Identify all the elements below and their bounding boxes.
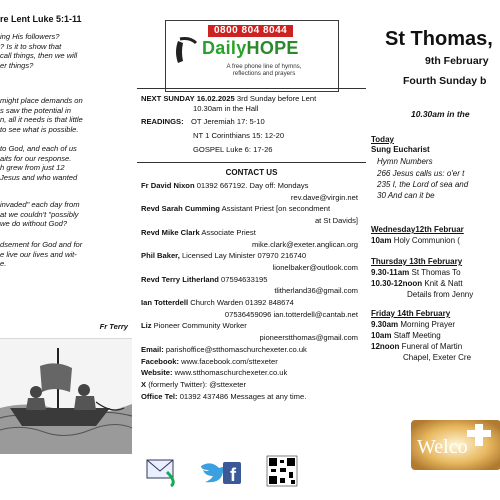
event-text: St Thomas To — [409, 268, 461, 277]
daily-hope-tagline: A free phone line of hymns, reflections and prayers — [226, 63, 302, 78]
reflection-para-4: invaded" each day from at we couldn't "possibly we do without God? — [0, 200, 80, 229]
contact-detail: 07536459096 ian.totterdell@cantab.net — [224, 309, 358, 319]
contact-detail: Assistant Priest [on secondment — [219, 204, 331, 214]
contact-detail: Associate Priest — [199, 227, 256, 237]
event-time: 9.30-11am — [371, 268, 410, 277]
contact-detail: at St Davids] — [314, 216, 358, 226]
event-time: 12noon — [371, 342, 400, 351]
wednesday-event — [371, 236, 460, 246]
contact-line — [141, 275, 268, 285]
reflection-heading: re Lent Luke 5:1-11 — [0, 14, 82, 24]
reflection-para-2: might place demands on s saw the potential in n, all it needs is that little to see what is possible. — [0, 96, 83, 134]
event-time: 10am — [371, 236, 392, 245]
reading-ref: Luke 6: 17-26 — [226, 145, 273, 154]
contact-label: Website: — [141, 368, 173, 378]
date-line: 9th February — [425, 55, 489, 67]
next-sunday-date: NEXT SUNDAY 16.02.2025 — [141, 94, 235, 103]
email-phone-icon — [147, 460, 173, 486]
sung-eucharist: Sung Eucharist — [371, 145, 430, 154]
hymn-item: 235 I, the Lord of sea and — [377, 180, 469, 189]
reading-tag: GOSPEL — [193, 145, 224, 154]
contact-line — [274, 286, 358, 296]
contact-label: Email: — [141, 344, 164, 354]
event-time: 10.30-12noon — [371, 279, 423, 288]
qr-code-icon — [267, 456, 297, 486]
reflection-para-1: ing His followers? ? Is it to show that call things, then we will er things? — [0, 32, 78, 70]
event-text: Morning Prayer — [398, 320, 456, 329]
reflection-para-5: dsement for God and for e live our lives and wit- e. — [0, 240, 83, 269]
contact-label: Facebook: — [141, 356, 179, 366]
reading-ot — [191, 117, 265, 127]
contact-label: Revd Terry Litherland — [141, 274, 219, 284]
contact-detail: 01392 667192. Day off: Mondays — [194, 181, 309, 190]
next-sunday-line — [141, 94, 316, 104]
contact-detail: (formerly Twitter): @sttexeter — [146, 379, 247, 389]
middle-panel — [137, 0, 366, 500]
divider — [137, 162, 366, 163]
twitter-facebook-icon — [201, 462, 241, 485]
friday-event-3-details: Chapel, Exeter Cre — [403, 353, 472, 362]
contact-detail: lionelbaker@outlook.com — [272, 262, 358, 272]
event-text: Staff Meeting — [391, 331, 441, 340]
sunday-line: Fourth Sunday b — [403, 75, 487, 87]
contact-line — [141, 368, 287, 378]
contact-detail: Licensed Lay Minister 07970 216740 — [179, 251, 307, 261]
next-sunday-occasion: 3rd Sunday before Lent — [236, 94, 317, 103]
contact-detail: mike.clark@exeter.anglican.org — [251, 239, 358, 249]
contact-detail: pioneerstthomas@gmail.com — [259, 333, 358, 343]
event-time: 9.30am — [371, 320, 399, 329]
contact-label: Phil Baker, — [141, 251, 180, 261]
daily-hope-phone: 0800 804 8044 — [208, 25, 293, 37]
reading-ref: 1 Corinthians 15: 12-20 — [205, 131, 285, 140]
thursday-event-2-details: Details from Jenny — [407, 290, 474, 299]
next-sunday-time: 10.30am in the Hall — [193, 104, 259, 113]
contact-line — [252, 240, 358, 250]
today-heading: Today — [371, 135, 394, 144]
contact-label: Office Tel: — [141, 391, 178, 401]
contact-label: Ian Totterdell — [141, 298, 189, 307]
brand-hope: HOPE — [246, 38, 299, 58]
contact-label: Revd Mike Clark — [141, 227, 200, 237]
hymn-numbers-label: Hymn Numbers — [377, 157, 433, 166]
reading-ref: Jeremiah 17: 5-10 — [203, 117, 265, 126]
contact-line — [225, 310, 358, 320]
contact-line — [141, 228, 256, 238]
contact-detail: tlitherland36@gmail.com — [274, 286, 358, 296]
contact-label: Revd Sarah Cumming — [141, 204, 220, 214]
contact-detail: Church Warden 01392 848674 — [188, 298, 294, 307]
friday-event-2 — [371, 331, 441, 341]
friday-event-1 — [371, 320, 455, 330]
contact-line — [260, 333, 358, 343]
friday-heading: Friday 14th February — [371, 309, 451, 318]
brand-daily: Daily — [202, 38, 247, 58]
contact-detail: 07594633195 — [218, 274, 268, 284]
church-title: St Thomas, — [385, 28, 493, 50]
contact-line — [315, 216, 358, 226]
contact-line — [141, 357, 278, 367]
contact-line — [141, 181, 308, 191]
contact-line — [141, 251, 306, 261]
contact-line — [141, 345, 307, 355]
contact-line — [141, 392, 306, 402]
contact-detail: www.facebook.com/sttexeter — [178, 356, 278, 366]
divider — [137, 88, 366, 89]
reading-nt — [193, 131, 284, 141]
daily-hope-logo — [165, 20, 339, 92]
reading-gospel — [193, 145, 273, 155]
left-panel — [0, 0, 136, 500]
hymn-item: 30 And can it be — [377, 191, 435, 200]
reading-tag: OT — [191, 117, 202, 126]
contact-line — [141, 380, 246, 390]
svg-text:f: f — [230, 465, 236, 485]
hymn-item: 266 Jesus calls us: o'er t — [377, 169, 465, 178]
right-panel — [367, 0, 500, 500]
event-text: Funeral of Martin — [399, 342, 463, 351]
thursday-event-2 — [371, 279, 463, 289]
daily-hope-brand — [202, 38, 299, 59]
contact-detail: rev.dave@virgin.net — [290, 192, 358, 202]
contact-label: Fr David Nixon — [141, 181, 195, 190]
event-text: Holy Communion ( — [391, 236, 460, 245]
contact-detail: www.stthomaschurchexeter.co.uk — [172, 368, 288, 378]
contact-detail: parishoffice@stthomaschurchexeter.co.uk — [163, 344, 307, 354]
service-time: 10.30am in the — [411, 109, 470, 119]
event-time: 10am — [371, 331, 392, 340]
readings-label: READINGS: — [141, 117, 184, 126]
contact-line — [141, 321, 247, 331]
contact-line — [291, 193, 358, 203]
contact-label: Liz — [141, 321, 152, 331]
reading-tag: NT — [193, 131, 203, 140]
contact-label: X — [141, 379, 147, 389]
welcome-graphic — [411, 416, 500, 472]
friday-event-3 — [371, 342, 462, 352]
contact-detail: 01392 437486 Messages at any time. — [177, 391, 307, 401]
thursday-heading: Thursday 13th February — [371, 257, 463, 266]
contact-line — [141, 204, 330, 214]
reflection-para-3: to God, and each of us aits for our response. h grew from just 12 Jesus and who wanted — [0, 144, 78, 182]
signature: Fr Terry — [99, 322, 128, 331]
contact-title: CONTACT US — [225, 168, 278, 177]
contact-line — [273, 263, 358, 273]
fishing-boat-illustration — [0, 338, 132, 454]
wednesday-heading: Wednesday12th Februar — [371, 225, 464, 234]
contact-line — [141, 298, 294, 308]
welcome-text: Welco — [417, 436, 468, 458]
event-text: Knit & Natt — [422, 279, 463, 288]
thursday-event-1 — [371, 268, 461, 278]
contact-detail: Pioneer Community Worker — [151, 321, 247, 331]
social-icons — [137, 452, 366, 490]
